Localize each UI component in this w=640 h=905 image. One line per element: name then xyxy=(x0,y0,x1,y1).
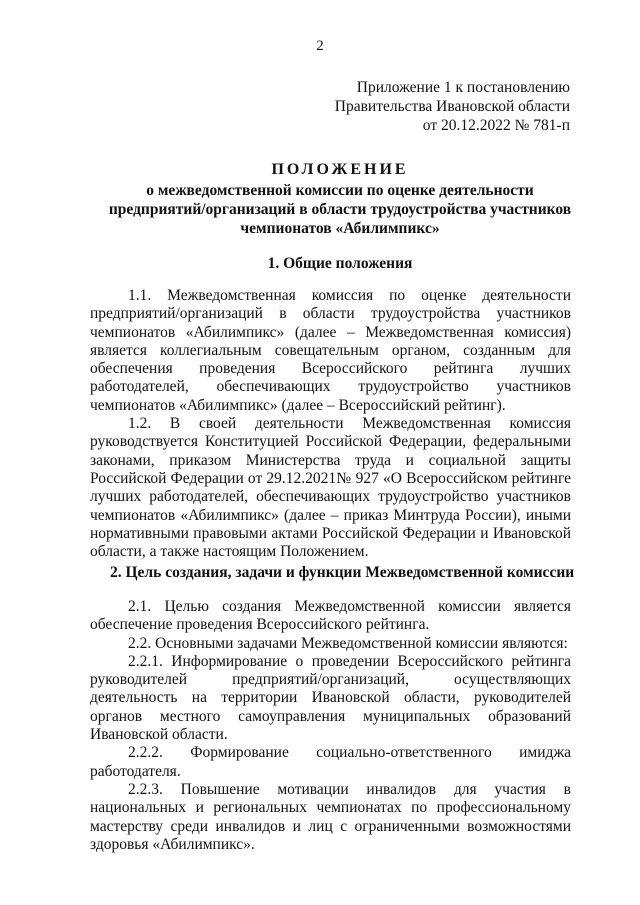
document-title: ПОЛОЖЕНИЕ xyxy=(271,161,409,178)
appendix-line-2: Правительства Ивановской области xyxy=(334,98,570,115)
document-subtitle-line-1: о межведомственной комиссии по оценке деятельности xyxy=(146,182,534,199)
document-title-block xyxy=(90,160,590,238)
section-2-body xyxy=(90,598,571,854)
paragraph-2-1: 2.1. Целью создания Межведомственной комиссии является обеспечение проведения Всероссийского рейтинга. xyxy=(90,598,571,634)
paragraph-2-2-3: 2.2.3. Повышение мотивации инвалидов для участия в национальных и региональных чемпионатах по профессиональному мастерству среди инвалидов и лиц с ограниченными возможностями здоровья «Абилимпикс». xyxy=(90,780,571,853)
appendix-line-1: Приложение 1 к постановлению xyxy=(356,79,570,96)
paragraph-1-1: 1.1. Межведомственная комиссия по оценке деятельности предприятий/организаций в области трудоустройства участников чемпионатов «Абилимпикс» (далее – Межведомственная комиссия) является коллегиальным совещательным органом, созданным для обеспечения проведения Всероссийского рейтинга лучших работодателей, обеспечивающих трудоустройство участников чемпионатов «Абилимпикс» (далее – Всероссийский рейтинг). xyxy=(90,287,571,414)
page-number: 2 xyxy=(316,38,324,54)
appendix-line-3: от 20.12.2022 № 781-п xyxy=(422,117,570,134)
paragraph-2-2: 2.2. Основными задачами Межведомственной комиссии являются: xyxy=(128,634,568,652)
paragraph-2-2-2: 2.2.2. Формирование социально-ответственного имиджа работодателя. xyxy=(90,744,571,780)
section-2-heading: 2. Цель создания, задачи и функции Межведомственной комиссии xyxy=(110,564,575,581)
document-subtitle-line-2: предприятий/организаций в области трудоустройства участников xyxy=(108,201,572,218)
section-1-heading: 1. Общие положения xyxy=(267,255,413,272)
document-subtitle-line-3: чемпионатов «Абилимпикс» xyxy=(240,220,440,237)
paragraph-2-2-1: 2.2.1. Информирование о проведении Всероссийского рейтинга руководителей предприятий/организаций, осуществляющих деятельность на территории Ивановской области, руководителей органов местного самоуправления муниципальных образований Ивановской области. xyxy=(90,652,571,744)
paragraph-1-2: 1.2. В своей деятельности Межведомственная комиссия руководствуется Конституцией Российской Федерации, федеральными законами, приказом Министерства труда и социальной защиты Российской Федерации от 29.12.2021№ 927 «О Всероссийском рейтинге лучших работодателей, обеспечивающих трудоустройство участников чемпионатов «Абилимпикс» (далее – приказ Минтруда России), иными нормативными правовыми актами Российской Федерации и Ивановской области, а также настоящим Положением. xyxy=(90,415,571,561)
appendix-header xyxy=(335,78,570,135)
section-1-body xyxy=(90,287,571,561)
